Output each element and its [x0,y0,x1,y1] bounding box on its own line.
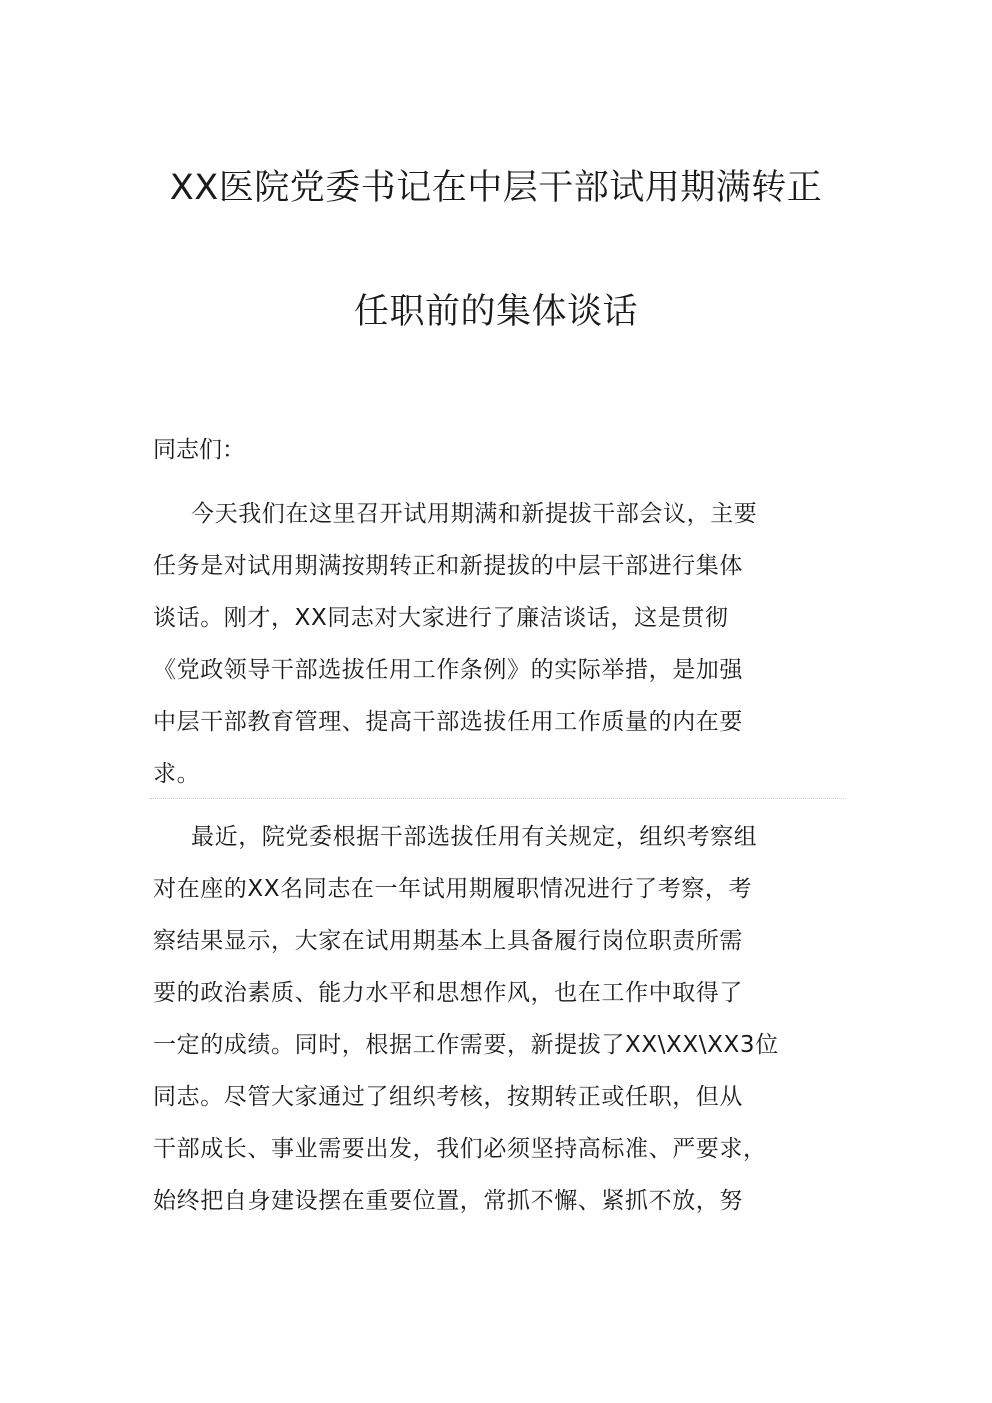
paragraph-line: 求。 [153,761,201,787]
paragraph-1 [153,496,843,808]
paragraph-line: 中层干部教育管理、提高干部选拔任用工作质量的内在要 [153,709,743,735]
paragraph-line: 对在座的XX名同志在一年试用期履职情况进行了考察，考 [153,876,753,902]
paragraph-line: 同志。尽管大家通过了组织考核，按期转正或任职，但从 [153,1084,743,1110]
paragraph-2 [153,819,843,1235]
paragraph-line: 一定的成绩。同时，根据工作需要，新提拔了XX\XX\XX3位 [153,1032,779,1058]
paragraph-line: 《党政领导干部选拔任用工作条例》的实际举措，是加强 [153,657,743,683]
document-title-line-1: XX医院党委书记在中层干部试用期满转正 [169,168,823,208]
paragraph-line: 任务是对试用期满按期转正和新提拔的中层干部进行集体 [153,553,743,579]
paragraph-line: 始终把自身建设摆在重要位置，常抓不懈、紧抓不放，努 [153,1188,743,1214]
paragraph-line: 最近，院党委根据干部选拔任用有关规定，组织考察组 [191,824,758,850]
paragraph-line: 今天我们在这里召开试用期满和新提拔干部会议，主要 [191,501,758,527]
paragraph-line: 谈话。刚才，XX同志对大家进行了廉洁谈话，这是贯彻 [153,605,729,631]
paragraph-line: 要的政治素质、能力水平和思想作风，也在工作中取得了 [153,980,743,1006]
paragraph-divider [150,798,844,799]
document-title-line-2: 任职前的集体谈话 [353,292,638,332]
paragraph-line: 察结果显示，大家在试用期基本上具备履行岗位职责所需 [153,928,743,954]
paragraph-line: 干部成长、事业需要出发，我们必须坚持高标准、严要求， [153,1136,767,1162]
salutation: 同志们： [153,437,245,463]
